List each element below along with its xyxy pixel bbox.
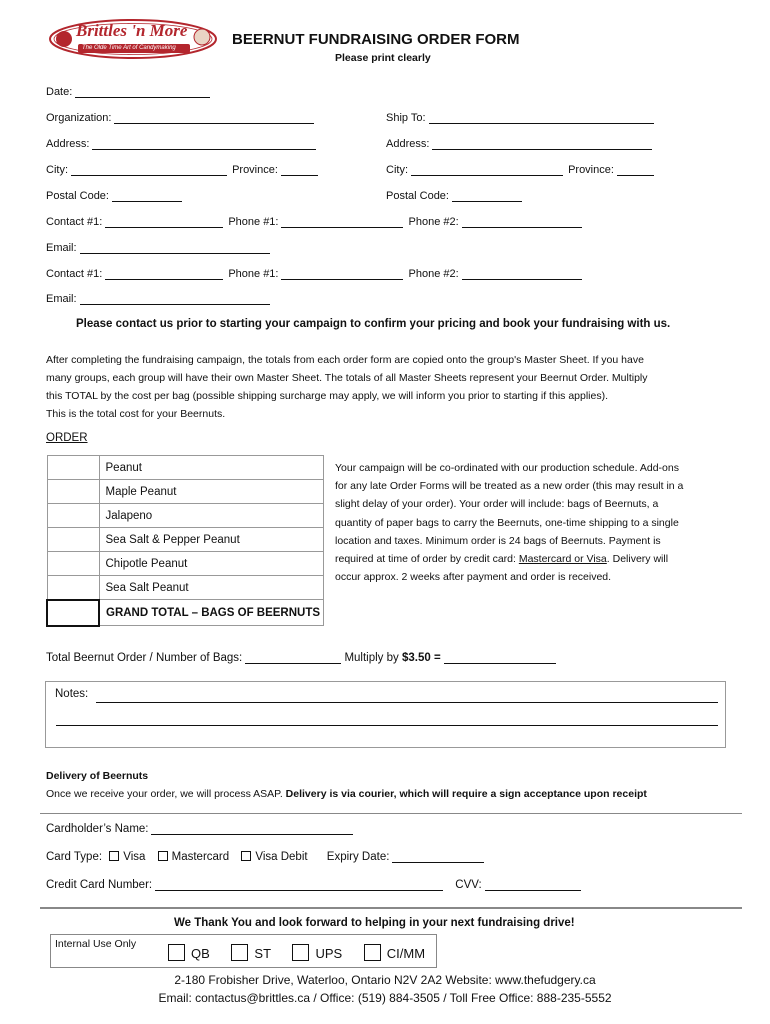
order-info-line: for any late Order Forms will be treated as a new order (this may result in a — [335, 480, 684, 493]
ci-mm-option[interactable] — [364, 946, 425, 961]
ship-postal-code-label: Postal Code: — [386, 190, 449, 202]
organization-field[interactable] — [46, 112, 314, 124]
item-name: Sea Salt Peanut — [99, 576, 323, 600]
grand-total-box[interactable] — [47, 600, 99, 626]
visa-debit-label: Visa Debit — [255, 851, 308, 863]
card-number-row[interactable] — [46, 879, 581, 891]
email2-line[interactable] — [80, 294, 270, 305]
order-row — [47, 456, 323, 480]
ship-to-field[interactable] — [386, 112, 654, 124]
payment-methods-link: Mastercard or Visa — [518, 553, 607, 566]
st-option[interactable] — [231, 946, 270, 961]
cvv-line[interactable] — [485, 880, 581, 891]
grand-total-label: GRAND TOTAL – BAGS OF BEERNUTS — [99, 600, 323, 626]
contact2-line[interactable] — [105, 269, 223, 280]
footer-contact: Email: contactus@brittles.ca / Office: (519) 884-3505 / Toll Free Office: 888-235-5552 — [158, 991, 612, 1005]
organization-line[interactable] — [114, 113, 314, 124]
cardholder-field[interactable] — [46, 823, 353, 835]
qb-option[interactable] — [168, 946, 210, 961]
ship-address-field[interactable] — [386, 138, 652, 150]
form-title: BEERNUT FUNDRAISING ORDER FORM — [232, 31, 520, 48]
ci-mm-label: CI/MM — [386, 946, 426, 961]
expiry-line[interactable] — [392, 852, 484, 863]
intro-line-4: This is the total cost for your Beernuts. — [46, 408, 226, 420]
order-heading: ORDER — [46, 432, 88, 444]
order-info-line — [335, 550, 683, 568]
intro-line-1: After completing the fundraising campaign, the totals from each order form are copied onto the group's Master Sheet. If you have — [46, 354, 644, 366]
qty-box[interactable] — [47, 528, 99, 552]
intro-line-3: this TOTAL by the cost per bag (possible shipping surcharge may apply, we will inform you prior to starting if this applies). — [46, 390, 609, 402]
item-name: Chipotle Peanut — [99, 552, 323, 576]
contact1-phone1-label: Phone #1: — [228, 216, 279, 228]
contact1-line[interactable] — [105, 217, 223, 228]
internal-use-label: Internal Use Only — [55, 938, 137, 950]
ups-label: UPS — [315, 946, 343, 961]
delivery-heading: Delivery of Beernuts — [46, 770, 149, 782]
ci-mm-checkbox[interactable] — [364, 944, 381, 961]
cardholder-label: Cardholder’s Name: — [46, 823, 149, 835]
organization-label: Organization: — [46, 112, 112, 124]
ship-city-field[interactable] — [386, 164, 654, 176]
ship-province-label: Province: — [568, 164, 614, 176]
qty-box[interactable] — [47, 576, 99, 600]
item-name: Sea Salt & Pepper Peanut — [99, 528, 323, 552]
email2-field[interactable] — [46, 293, 270, 305]
order-info-line: slight delay of your order). Your order will include: bags of Beernuts, a — [335, 498, 659, 511]
grand-total-row — [47, 600, 323, 626]
visa-debit-option[interactable] — [241, 851, 307, 863]
ship-province-line[interactable] — [617, 165, 654, 176]
contact-notice: Please contact us prior to starting your campaign to confirm your pricing and book your fundraising with us. — [76, 318, 671, 330]
cvv-label: CVV: — [455, 879, 482, 891]
order-info-line: occur approx. 2 weeks after payment and order is received. — [335, 571, 612, 584]
item-name: Maple Peanut — [99, 480, 323, 504]
date-field[interactable] — [46, 86, 210, 98]
st-checkbox[interactable] — [231, 944, 248, 961]
ups-option[interactable] — [292, 946, 342, 961]
brand-logo — [48, 18, 218, 60]
postal-code-field[interactable] — [46, 190, 182, 202]
multiply-label: Multiply by — [344, 652, 399, 664]
qb-checkbox[interactable] — [168, 944, 185, 961]
ups-checkbox[interactable] — [292, 944, 309, 961]
qty-box[interactable] — [47, 552, 99, 576]
notes-label: Notes: — [55, 688, 89, 700]
visa-checkbox[interactable] — [109, 851, 119, 861]
item-name: Jalapeno — [99, 504, 323, 528]
contact2-phone1-label: Phone #1: — [228, 268, 279, 280]
postal-code-label: Postal Code: — [46, 190, 109, 202]
total-row[interactable] — [46, 652, 556, 664]
order-row — [47, 504, 323, 528]
logo-tagline: The Olde Time Art of Candymaking — [82, 45, 176, 51]
form-subtitle: Please print clearly — [335, 52, 431, 64]
email1-line[interactable] — [80, 243, 270, 254]
internal-use-box — [50, 934, 437, 968]
contact1-row[interactable] — [46, 216, 582, 228]
email1-field[interactable] — [46, 242, 270, 254]
order-table — [46, 455, 324, 627]
address-field[interactable] — [46, 138, 316, 150]
visa-debit-checkbox[interactable] — [241, 851, 251, 861]
logo-brand-text: Brittles 'n More — [76, 21, 188, 40]
ship-to-label: Ship To: — [386, 112, 426, 124]
card-type-row — [46, 851, 484, 863]
date-label: Date: — [46, 86, 73, 98]
card-type-label: Card Type: — [46, 851, 103, 863]
price-label: $3.50 = — [401, 652, 441, 664]
email2-label: Email: — [46, 293, 77, 305]
qb-label: QB — [191, 946, 210, 961]
province-line[interactable] — [281, 165, 318, 176]
divider-top — [40, 813, 742, 814]
footer-address: 2-180 Frobisher Drive, Waterloo, Ontario N2V 2A2 Website: www.thefudgery.ca — [174, 973, 596, 987]
qty-box[interactable] — [47, 504, 99, 528]
contact1-label: Contact #1: — [46, 216, 103, 228]
mastercard-checkbox[interactable] — [158, 851, 168, 861]
address-label: Address: — [46, 138, 90, 150]
order-info — [335, 459, 683, 586]
order-row — [47, 528, 323, 552]
cardholder-line[interactable] — [151, 824, 353, 835]
visa-option[interactable] — [109, 851, 145, 863]
ship-city-label: City: — [386, 164, 408, 176]
ship-postal-code-line[interactable] — [452, 191, 522, 202]
ship-address-line[interactable] — [432, 139, 652, 150]
qty-box[interactable] — [47, 480, 99, 504]
delivery-text — [46, 788, 647, 800]
mastercard-label: Mastercard — [171, 851, 230, 863]
divider-bottom — [40, 907, 742, 909]
delivery-text-bold: Delivery is via courier, which will require a sign acceptance upon receipt — [285, 788, 647, 800]
contact2-label: Contact #1: — [46, 268, 103, 280]
order-row — [47, 552, 323, 576]
notes-line-1[interactable] — [96, 702, 718, 703]
city-line[interactable] — [71, 165, 227, 176]
intro-paragraph — [46, 351, 648, 423]
contact2-phone1-line[interactable] — [281, 269, 403, 280]
city-field[interactable] — [46, 164, 318, 176]
mastercard-option[interactable] — [158, 851, 230, 863]
qty-box[interactable] — [47, 456, 99, 480]
intro-line-2: many groups, each group will have their own Master Sheet. The totals of all Master Sheets represent your Beernut Order. Multiply — [46, 372, 648, 384]
order-row — [47, 480, 323, 504]
contact2-phone2-line[interactable] — [462, 269, 582, 280]
ship-to-line[interactable] — [429, 113, 654, 124]
order-row — [47, 576, 323, 600]
address-line[interactable] — [92, 139, 316, 150]
ship-address-label: Address: — [386, 138, 430, 150]
order-info-line: Your campaign will be co-ordinated with our production schedule. Add-ons — [335, 462, 679, 474]
ship-postal-code-field[interactable] — [386, 190, 522, 202]
order-info-line: location and taxes. Minimum order is 24 bags of Beernuts. Payment is — [335, 534, 661, 547]
email1-label: Email: — [46, 242, 77, 254]
contact1-phone1-line[interactable] — [281, 217, 403, 228]
item-name: Peanut — [99, 456, 323, 480]
ship-city-line[interactable] — [411, 165, 563, 176]
notes-box[interactable] — [45, 681, 726, 748]
order-info-line: quantity of paper bags to carry the Beernuts, one-time shipping to a single — [335, 516, 679, 529]
contact1-phone2-line[interactable] — [462, 217, 582, 228]
visa-label: Visa — [123, 851, 146, 863]
order-info-text: . Delivery will — [606, 553, 669, 566]
city-label: City: — [46, 164, 68, 176]
thanks-message: We Thank You and look forward to helping in your next fundraising drive! — [174, 917, 575, 929]
total-cost-line[interactable] — [444, 653, 556, 664]
contact1-phone2-label: Phone #2: — [408, 216, 459, 228]
card-number-line[interactable] — [155, 880, 443, 891]
date-line[interactable] — [75, 87, 210, 98]
total-bags-line[interactable] — [245, 653, 341, 664]
st-label: ST — [254, 946, 271, 961]
internal-options — [168, 944, 425, 961]
postal-code-line[interactable] — [112, 191, 182, 202]
card-number-label: Credit Card Number: — [46, 879, 153, 891]
contact2-phone2-label: Phone #2: — [408, 268, 459, 280]
delivery-text-plain: Once we receive your order, we will process ASAP. — [46, 788, 286, 800]
expiry-label: Expiry Date: — [326, 851, 390, 863]
total-label: Total Beernut Order / Number of Bags: — [46, 652, 243, 664]
order-info-text: required at time of order by credit card: — [335, 553, 519, 566]
notes-line-2[interactable] — [56, 725, 718, 726]
province-label: Province: — [232, 164, 278, 176]
contact2-row[interactable] — [46, 268, 582, 280]
